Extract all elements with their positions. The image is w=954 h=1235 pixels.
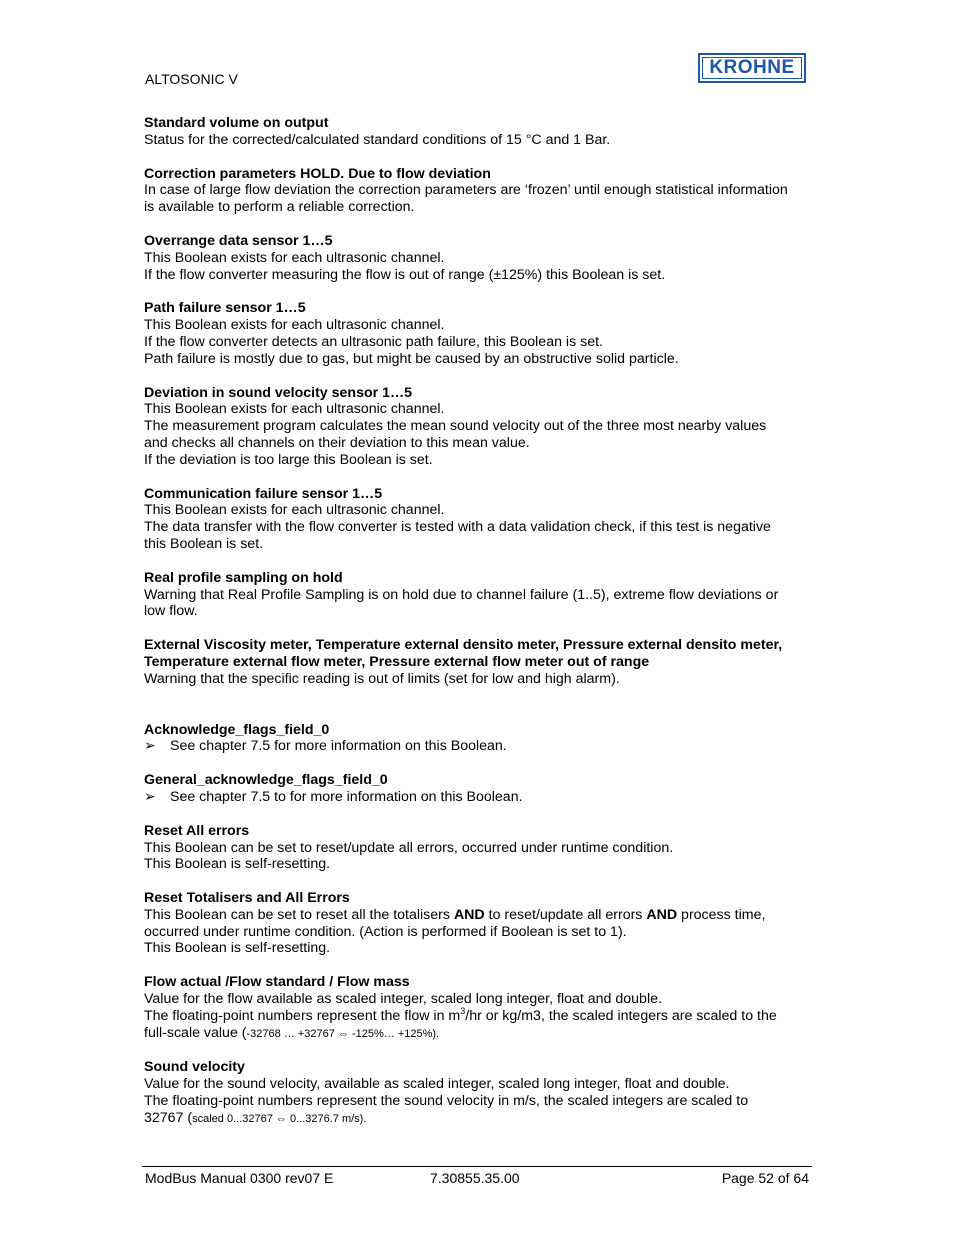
section-correction-hold bbox=[144, 166, 812, 216]
text-run: process time, bbox=[677, 906, 766, 923]
section-path-failure bbox=[144, 300, 812, 367]
text-run: to reset/update all errors bbox=[484, 906, 647, 923]
section-sound-velocity-deviation bbox=[144, 385, 812, 469]
section-reset-all-errors bbox=[144, 823, 812, 873]
section-text: This Boolean exists for each ultrasonic channel. bbox=[144, 502, 445, 519]
section-text: The data transfer with the flow converter is tested with a data validation check, if this test is negative bbox=[144, 519, 771, 536]
section-text: Status for the corrected/calculated standard conditions of 15 °C and 1 Bar. bbox=[144, 131, 611, 148]
section-text: The measurement program calculates the mean sound velocity out of the three most nearby values bbox=[144, 418, 767, 435]
section-text: If the flow converter detects an ultrasonic path failure, this Boolean is set. bbox=[144, 333, 603, 350]
section-text: Warning that Real Profile Sampling is on hold due to channel failure (1..5), extreme flow deviations or bbox=[144, 586, 779, 603]
section-title: Reset Totalisers and All Errors bbox=[144, 890, 350, 907]
section-text: Value for the sound velocity, available as scaled integer, scaled long integer, float and double. bbox=[144, 1076, 730, 1093]
bullet-text: See chapter 7.5 to for more information on this Boolean. bbox=[170, 788, 523, 805]
section-general-acknowledge-flags bbox=[144, 772, 812, 806]
superscript: 3 bbox=[460, 1005, 466, 1016]
section-text: This Boolean exists for each ultrasonic channel. bbox=[144, 401, 445, 418]
section-acknowledge-flags bbox=[144, 722, 812, 756]
section-reset-totalisers bbox=[144, 890, 812, 957]
bullet-item bbox=[144, 789, 812, 806]
footer-divider bbox=[142, 1166, 812, 1167]
bullet-text: See chapter 7.5 for more information on this Boolean. bbox=[170, 738, 507, 755]
section-title: Deviation in sound velocity sensor 1…5 bbox=[144, 384, 413, 401]
scaling-note: scaled 0...32767 ⇔ 0...3276.7 m/s). bbox=[192, 1112, 367, 1125]
section-sound-velocity bbox=[144, 1059, 812, 1127]
emphasis-and: AND bbox=[453, 906, 485, 923]
document-product-name: ALTOSONIC V bbox=[145, 71, 238, 87]
section-title: Path failure sensor 1…5 bbox=[144, 300, 306, 317]
section-text: Value for the flow available as scaled integer, scaled long integer, float and double. bbox=[144, 991, 662, 1008]
section-text: low flow. bbox=[144, 603, 198, 620]
section-text bbox=[144, 1110, 812, 1128]
section-text: This Boolean exists for each ultrasonic channel. bbox=[144, 249, 445, 266]
section-external-meters bbox=[144, 637, 812, 687]
section-real-profile-sampling bbox=[144, 570, 812, 620]
section-communication-failure bbox=[144, 486, 812, 553]
section-text: In case of large flow deviation the correction parameters are ‘frozen’ until enough statistical information bbox=[144, 182, 788, 199]
scaling-note: -32768 … +32767 ⇔ -125%… +125%). bbox=[246, 1027, 440, 1040]
krohne-logo bbox=[698, 53, 806, 83]
section-title: External Viscosity meter, Temperature external densito meter, Pressure external densito meter, bbox=[144, 637, 783, 654]
text-run: /hr or kg/m3, the scaled integers are scaled to the bbox=[465, 1007, 777, 1024]
text-run: This Boolean can be set to reset all the totalisers bbox=[144, 906, 454, 923]
section-text bbox=[144, 1025, 812, 1043]
text-run: The floating-point numbers represent the flow in m bbox=[144, 1007, 461, 1024]
section-title: Real profile sampling on hold bbox=[144, 569, 343, 586]
arrow-bullet-icon: ➢ bbox=[144, 788, 156, 805]
section-text: Path failure is mostly due to gas, but might be caused by an obstructive solid particle. bbox=[144, 350, 679, 367]
footer-document-code: 7.30855.35.00 bbox=[430, 1170, 520, 1186]
section-text: This Boolean is self-resetting. bbox=[144, 856, 331, 873]
footer-page-number: Page 52 of 64 bbox=[721, 1170, 809, 1186]
logo-text: KROHNE bbox=[702, 57, 802, 79]
page-content bbox=[144, 115, 812, 1145]
section-text: and checks all channels on their deviation to this mean value. bbox=[144, 434, 530, 451]
footer-manual-name: ModBus Manual 0300 rev07 E bbox=[145, 1170, 334, 1186]
section-title: Correction parameters HOLD. Due to flow deviation bbox=[144, 165, 491, 182]
section-text: Warning that the specific reading is out of limits (set for low and high alarm). bbox=[144, 670, 620, 687]
section-title: Flow actual /Flow standard / Flow mass bbox=[144, 974, 410, 991]
section-text bbox=[144, 1005, 812, 1025]
section-text bbox=[144, 907, 812, 924]
text-run: full-scale value ( bbox=[144, 1024, 247, 1041]
section-title: Communication failure sensor 1…5 bbox=[144, 485, 383, 502]
section-title: Standard volume on output bbox=[144, 115, 329, 131]
section-text: is available to perform a reliable correction. bbox=[144, 199, 415, 216]
bullet-item bbox=[144, 738, 812, 755]
section-title: General_acknowledge_flags_field_0 bbox=[144, 772, 388, 789]
section-title: Sound velocity bbox=[144, 1059, 245, 1076]
section-text: this Boolean is set. bbox=[144, 535, 264, 552]
section-flow-values bbox=[144, 974, 812, 1042]
section-text: This Boolean is self-resetting. bbox=[144, 940, 331, 957]
emphasis-and: AND bbox=[646, 906, 678, 923]
section-title: Temperature external flow meter, Pressure external flow meter out of range bbox=[144, 653, 650, 670]
section-text: If the deviation is too large this Boolean is set. bbox=[144, 451, 433, 468]
section-title: Reset All errors bbox=[144, 822, 250, 839]
section-text: This Boolean exists for each ultrasonic channel. bbox=[144, 317, 445, 334]
text-run: 32767 ( bbox=[144, 1109, 193, 1126]
section-overrange bbox=[144, 233, 812, 283]
section-title: Acknowledge_flags_field_0 bbox=[144, 721, 330, 738]
section-standard-volume bbox=[144, 115, 812, 149]
section-title: Overrange data sensor 1…5 bbox=[144, 232, 333, 249]
section-text: This Boolean can be set to reset/update all errors, occurred under runtime condition. bbox=[144, 839, 674, 856]
arrow-bullet-icon: ➢ bbox=[144, 738, 156, 755]
section-text: occurred under runtime condition. (Action is performed if Boolean is set to 1). bbox=[144, 923, 627, 940]
section-text: If the flow converter measuring the flow is out of range (±125%) this Boolean is set. bbox=[144, 266, 666, 283]
section-text: The floating-point numbers represent the sound velocity in m/s, the scaled integers are scaled to bbox=[144, 1093, 749, 1110]
